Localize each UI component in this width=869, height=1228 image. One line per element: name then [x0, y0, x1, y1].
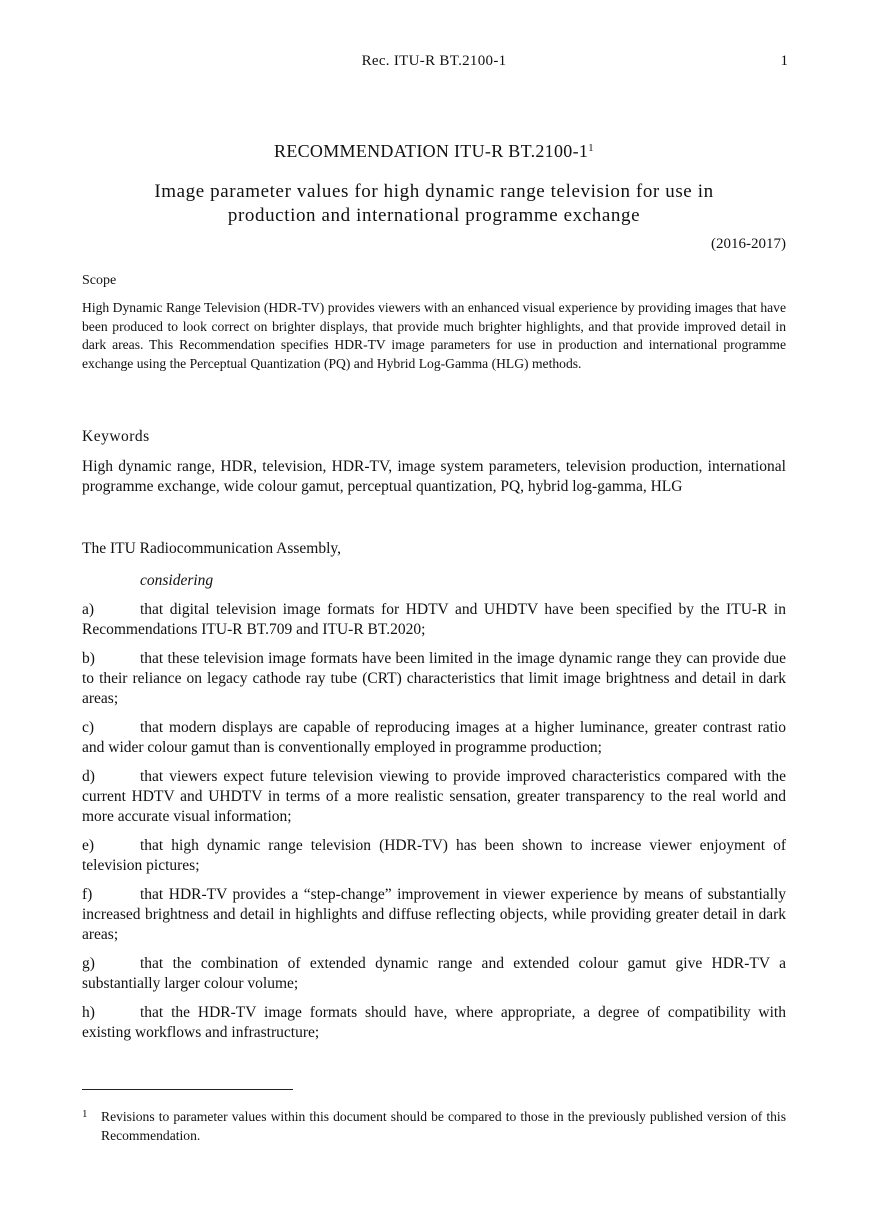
list-item — [82, 885, 786, 945]
item-text: that modern displays are capable of reproducing images at a higher luminance, greater contrast ratio and wider colour gamut than is conventionally employed in programme production; — [82, 719, 786, 756]
footnote — [82, 1107, 786, 1145]
item-label: d) — [82, 768, 95, 785]
item-text: that the combination of extended dynamic range and extended colour gamut give HDR-TV a substantially larger colour volume; — [82, 955, 786, 992]
recommendation-title-text: RECOMMENDATION ITU-R BT.2100-1 — [274, 141, 589, 161]
item-label: g) — [82, 955, 95, 972]
header-page-number: 1 — [780, 53, 788, 69]
document-date: (2016-2017) — [711, 236, 786, 252]
item-text: that these television image formats have been limited in the image dynamic range they can provide due to their reliance on legacy cathode ray tube (CRT) characteristics that limit image brightness and detail in dark areas; — [82, 650, 786, 707]
list-item — [82, 1003, 786, 1043]
item-text: that the HDR-TV image formats should have, where appropriate, a degree of compatibility with existing workflows and infrastructure; — [82, 1004, 786, 1041]
document-subtitle — [82, 180, 786, 228]
footnote-text: Revisions to parameter values within this document should be compared to those in the previously published version of this Recommendation. — [101, 1109, 786, 1143]
item-label: h) — [82, 1004, 95, 1021]
scope-paragraph: High Dynamic Range Television (HDR-TV) provides viewers with an enhanced visual experience by providing images that have been produced to look correct on brighter displays, that provide much brighter highlights, and that provide improved detail in dark areas. This Recommendation specifies HDR-TV image parameters for use in production and international programme exchange using the Perceptual Quantization (PQ) and Hybrid Log-Gamma (HLG) methods. — [82, 300, 786, 371]
item-text: that HDR-TV provides a “step-change” improvement in viewer experience by means of substantially increased brightness and detail in highlights and diffuse reflecting objects, while providing greater detail in dark areas; — [82, 886, 786, 943]
item-label: f) — [82, 886, 93, 903]
title-footnote-marker: 1 — [588, 142, 594, 154]
item-label: e) — [82, 837, 95, 854]
keywords-paragraph: High dynamic range, HDR, television, HDR-TV, image system parameters, television production, international programme exchange, wide colour gamut, perceptual quantization, PQ, hybrid log-gamma, HLG — [82, 458, 786, 495]
item-label: b) — [82, 650, 95, 667]
scope-heading: Scope — [82, 273, 117, 288]
header-doc-ref: Rec. ITU-R BT.2100-1 — [361, 53, 507, 69]
list-item — [82, 600, 786, 640]
list-item — [82, 954, 786, 994]
recommendation-title — [82, 141, 786, 162]
page-header — [82, 53, 786, 73]
subtitle-line-1: Image parameter values for high dynamic range television for use in — [154, 181, 714, 202]
item-label: a) — [82, 601, 95, 618]
keywords-heading: Keywords — [82, 428, 150, 445]
list-item — [82, 718, 786, 758]
considering-list — [82, 600, 786, 1052]
item-text: that viewers expect future television viewing to provide improved characteristics compared with the current HDTV and UHDTV in terms of a more realistic sensation, greater transparency to the real world and more accurate visual information; — [82, 768, 786, 825]
item-text: that high dynamic range television (HDR-TV) has been shown to increase viewer enjoyment of television pictures; — [82, 837, 786, 874]
item-label: c) — [82, 719, 95, 736]
list-item — [82, 767, 786, 827]
list-item — [82, 836, 786, 876]
footnote-divider — [82, 1089, 293, 1090]
list-item — [82, 649, 786, 709]
footnote-marker: 1 — [82, 1108, 88, 1120]
subtitle-line-2: production and international programme exchange — [227, 205, 641, 226]
considering-heading: considering — [140, 572, 214, 589]
item-text: that digital television image formats for HDTV and UHDTV have been specified by the ITU-R in Recommendations ITU-R BT.709 and ITU-R BT.2020; — [82, 601, 786, 638]
assembly-line: The ITU Radiocommunication Assembly, — [82, 540, 342, 557]
